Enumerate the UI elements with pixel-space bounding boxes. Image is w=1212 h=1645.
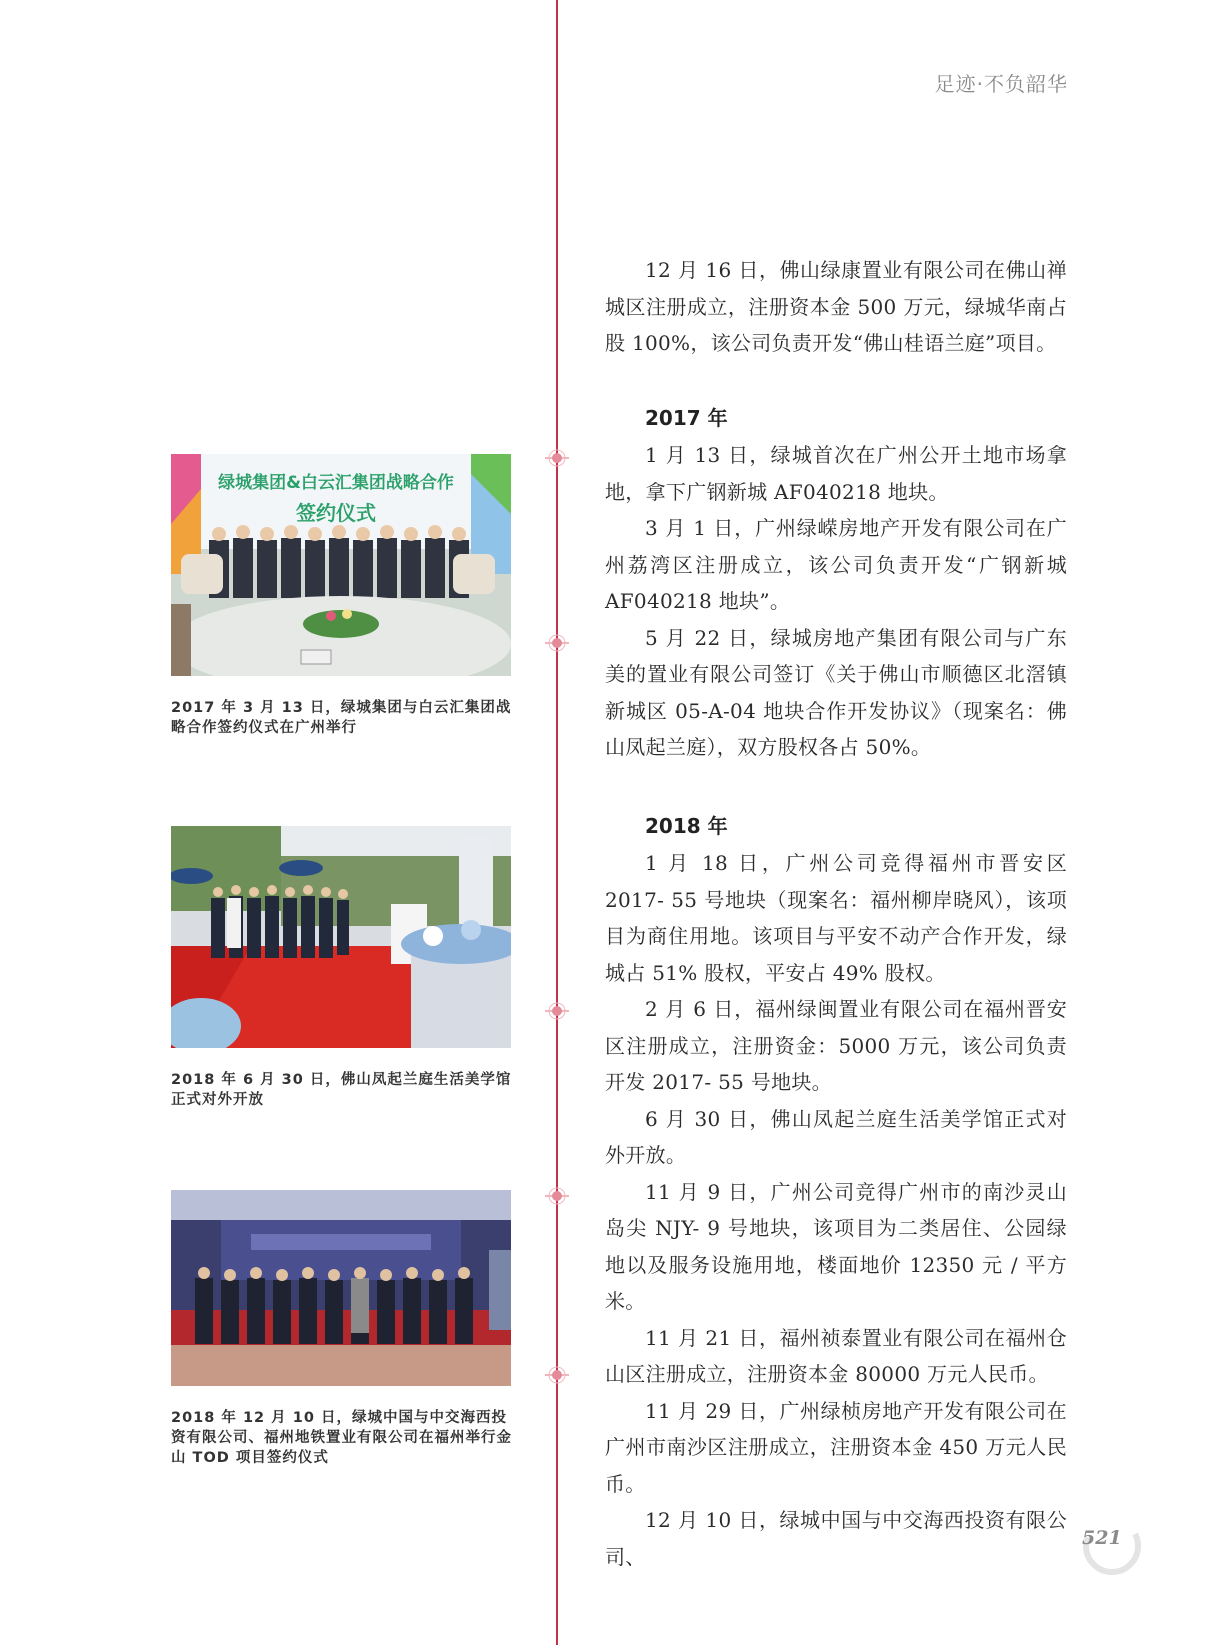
photo-signing-ceremony-2017 <box>171 454 511 676</box>
entry-paragraph: 11 月 29 日，广州绿桢房地产开发有限公司在广州市南沙区注册成立，注册资本金 450 万元人民币。 <box>605 1398 1067 1496</box>
photo-caption: 2018 年 6 月 30 日，佛山凤起兰庭生活美学馆正式对外开放 <box>171 1072 512 1108</box>
timeline-marker-icon <box>545 1363 569 1387</box>
timeline-marker-icon <box>545 446 569 470</box>
text-block-2018 <box>605 810 1067 1575</box>
banner-line1: 绿城集团&白云汇集团战略合作 <box>218 473 454 493</box>
entry-paragraph: 1 月 18 日，广州公司竞得福州市晋安区 2017- 55 号地块（现案名：福州柳岸晓风），该项目为商住用地。该项目与平安不动产合作开发，绿城占 51% 股权，平安占 49% 股权。 <box>605 851 1067 985</box>
year-heading: 2017 年 <box>645 406 728 430</box>
entry-paragraph: 11 月 21 日，福州祯泰置业有限公司在福州仓山区注册成立，注册资本金 80000 万元人民币。 <box>605 1325 1067 1386</box>
photo-illustration <box>171 454 511 676</box>
photo-tod-signing-2018 <box>171 1190 511 1386</box>
photo-opening-2018 <box>171 826 511 1048</box>
banner-line2: 签约仪式 <box>296 501 376 525</box>
entry-paragraph: 12 月 10 日，绿城中国与中交海西投资有限公司、 <box>605 1508 1067 1569</box>
timeline-line <box>556 0 558 1645</box>
entry-paragraph: 5 月 22 日，绿城房地产集团有限公司与广东美的置业有限公司签订《关于佛山市顺德区北滘镇新城区 05-A-04 地块合作开发协议》（现案名：佛山凤起兰庭），双方股权各占 50%。 <box>605 625 1067 759</box>
timeline-marker-icon <box>545 631 569 655</box>
photo-illustration <box>171 826 511 1048</box>
entry-paragraph: 11 月 9 日，广州公司竞得广州市的南沙灵山岛尖 NJY- 9 号地块，该项目为二类居住、公园绿地以及服务设施用地，楼面地价 12350 元 / 平方米。 <box>605 1179 1067 1313</box>
entry-paragraph: 1 月 13 日，绿城首次在广州公开土地市场拿地，拿下广钢新城 AF040218 地块。 <box>605 443 1067 504</box>
year-heading: 2018 年 <box>645 814 728 838</box>
text-block-2017 <box>605 402 1067 766</box>
photo-caption: 2017 年 3 月 13 日，绿城集团与白云汇集团战略合作签约仪式在广州举行 <box>171 700 512 736</box>
entry-paragraph: 12 月 16 日，佛山绿康置业有限公司在佛山禅城区注册成立，注册资本金 500 万元，绿城华南占股 100%，该公司负责开发“佛山桂语兰庭”项目。 <box>605 258 1067 355</box>
timeline-marker-icon <box>545 999 569 1023</box>
running-header: 足迹·不负韶华 <box>934 72 1068 96</box>
photo-caption: 2018 年 12 月 10 日，绿城中国与中交海西投资有限公司、福州地铁置业有限公司在福州举行金山 TOD 项目签约仪式 <box>171 1410 512 1466</box>
text-block-2016 <box>605 252 1067 362</box>
entry-paragraph: 6 月 30 日，佛山凤起兰庭生活美学馆正式对外开放。 <box>605 1106 1067 1167</box>
photo-illustration <box>171 1190 511 1386</box>
entry-paragraph: 2 月 6 日，福州绿闽置业有限公司在福州晋安区注册成立，注册资金：5000 万元，该公司负责开发 2017- 55 号地块。 <box>605 997 1067 1094</box>
timeline-marker-icon <box>545 1184 569 1208</box>
page-number: 521 <box>1082 1527 1122 1549</box>
entry-paragraph: 3 月 1 日，广州绿嵘房地产开发有限公司在广州荔湾区注册成立，该公司负责开发“广钢新城 AF040218 地块”。 <box>605 516 1067 613</box>
